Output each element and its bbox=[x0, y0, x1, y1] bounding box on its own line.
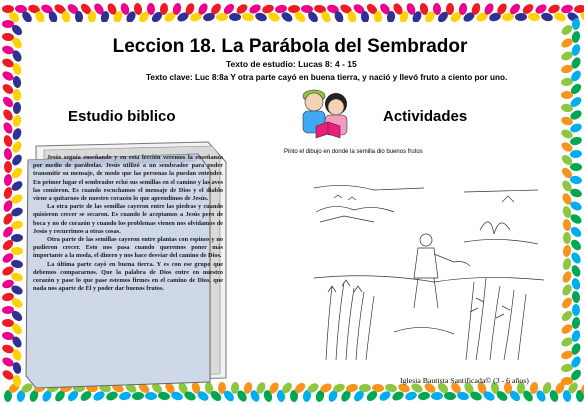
confetti-piece bbox=[571, 317, 581, 330]
confetti-piece bbox=[562, 218, 572, 231]
confetti-piece bbox=[562, 245, 571, 258]
confetti-piece bbox=[570, 264, 582, 278]
confetti-piece bbox=[569, 238, 583, 252]
confetti-piece bbox=[569, 225, 583, 239]
paragraph: Otra parte de las semillas cayeron entre plantas con espinos y no pudieron crecer. Esto nos pasa cuando queremos poner más importante a la moda, el dinero y nos hace desviar del camino de Dios. bbox=[33, 236, 223, 260]
confetti-piece bbox=[13, 89, 22, 101]
confetti-piece bbox=[4, 161, 12, 173]
confetti-piece bbox=[229, 13, 241, 22]
confetti-piece bbox=[560, 309, 574, 323]
bible-study-heading: Estudio biblico bbox=[68, 108, 176, 125]
sower-coloring-drawing bbox=[314, 182, 544, 360]
confetti-piece bbox=[12, 102, 21, 115]
bible-study-text bbox=[33, 154, 223, 293]
confetti-piece bbox=[515, 13, 527, 21]
key-text: Texto clave: Luc 8:8a Y otra parte cayó en buena tierra, y nació y llevó fruto a ciento por uno. bbox=[146, 73, 508, 82]
confetti-piece bbox=[1, 82, 15, 96]
confetti-piece bbox=[572, 304, 580, 316]
confetti-piece bbox=[132, 391, 145, 400]
confetti-piece bbox=[574, 4, 584, 14]
confetti-piece bbox=[562, 257, 573, 271]
paragraph: La otra parte de las semillas cayeron entre las piedras y cuando quisieron crecer se secaron. Es cuando le aceptamos a Jesús pero de boca y no de corazón y cuando los problemas vienen nos olvidamos de Jesús y recurrimos a otras cosas. bbox=[33, 203, 223, 235]
church-credit: Iglesia Bautista Santificada© (3 - 6 años) bbox=[400, 376, 529, 385]
paragraph: Jesús seguía enseñando y en esta lección veremos la enseñanza por medio de parábolas. Jesús utilizó a un sembrador para poder transmitir su mensaje, de modo que las personas la puedan entender. En primer lugar el sembrador echó sus semillas en el camino y las aves las comieron. Es cuando escuchamos el mensaje de Dios y el diablo viene a quitarnos de nuestro corazón lo que aprendimos de Jesús. bbox=[33, 154, 223, 203]
activity-instruction: Pinto el dibujo en donde la semilla dio buenos frutos bbox=[284, 149, 423, 155]
confetti-piece bbox=[571, 277, 582, 291]
study-text: Texto de estudio: Lucas 8: 4 - 15 bbox=[226, 59, 357, 69]
lesson-title: Leccion 18. La Parábola del Sembrador bbox=[112, 36, 468, 57]
confetti-piece bbox=[431, 392, 443, 400]
confetti-piece bbox=[570, 163, 582, 171]
confetti-piece bbox=[528, 12, 541, 21]
confetti-piece bbox=[1, 95, 15, 109]
confetti-piece bbox=[560, 296, 574, 310]
confetti-piece bbox=[2, 5, 14, 13]
confetti-piece bbox=[1, 108, 14, 122]
confetti-piece bbox=[561, 270, 573, 284]
confetti-piece bbox=[560, 23, 574, 37]
confetti-piece bbox=[560, 283, 573, 297]
confetti-piece bbox=[563, 232, 571, 244]
confetti-piece bbox=[571, 291, 581, 304]
paragraph: La última parte cayó en buena tierra. Y es con ese grupo que debemos compararnos. Que la palabra de Dios entre en nuestro corazón y pase lo que pase estemos firmes en el camino de Dios, que nada nos aparte de Él y poder dar buenos frutos. bbox=[33, 260, 223, 293]
reading-children-illustration bbox=[294, 82, 358, 144]
confetti-piece bbox=[145, 392, 157, 400]
activities-heading: Actividades bbox=[383, 108, 468, 125]
confetti-piece bbox=[569, 251, 582, 265]
content-area bbox=[26, 22, 558, 385]
